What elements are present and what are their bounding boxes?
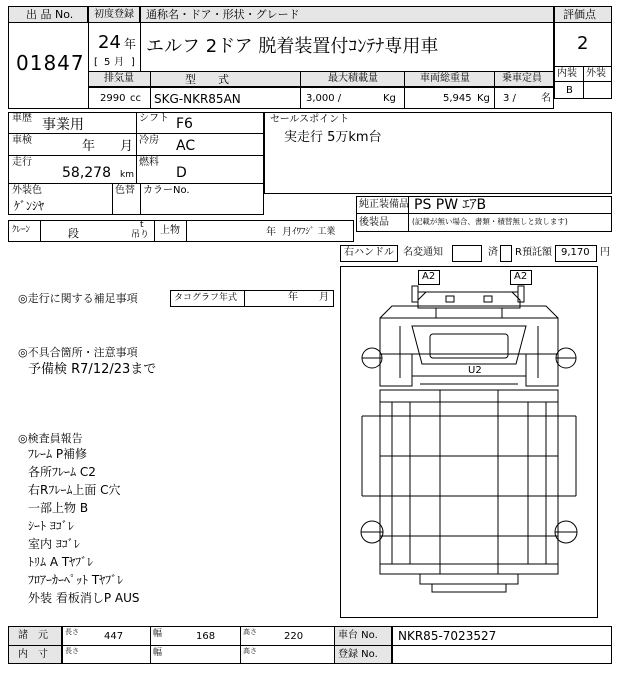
handle-type: 右ハンドル (344, 247, 394, 258)
displacement-unit: cc (130, 93, 141, 104)
fuel-label: 燃料 (139, 157, 159, 168)
upper-body-year-unit: 年 (266, 227, 276, 238)
width: 168 (196, 631, 216, 642)
supplement-label: ◎走行に関する補足事項 (18, 292, 138, 305)
length-label: 長さ (65, 628, 79, 636)
inspector-line: 右Rﾌﾚｰﾑ上面 C穴 (28, 483, 121, 497)
name-change-label: 名変通知 (403, 247, 443, 258)
inspector-line: ﾄﾘﾑ A Tﾔﾌﾞﾚ (28, 555, 94, 569)
inspector-line: ﾌﾚｰﾑ P補修 (28, 447, 88, 461)
model: SKG-NKR85AN (154, 92, 241, 106)
vehicle-name: エルフ 2ドア 脱着装置付ｺﾝﾃﾅ専用車 (146, 36, 439, 57)
dims-label: 諸 元 (18, 630, 48, 641)
interior-grade-label: 内装 (557, 68, 577, 79)
color-change-label: 色替 (115, 185, 135, 196)
tacho-label: タコグラフ年式 (174, 293, 238, 303)
history-label: 車歴 (12, 113, 32, 124)
inspection-year-unit: 年 (82, 139, 96, 154)
grade-label: 評価点 (563, 8, 596, 21)
inspector-line: 一部上物 B (28, 501, 89, 515)
genuine-equipment: PS PW ｴｱB (414, 197, 487, 213)
inspector-line: ｼｰﾄ ﾖｺﾞﾚ (28, 519, 74, 533)
max-load: 3,000 / (306, 93, 342, 104)
crane-ton-unit: t (140, 220, 144, 230)
aftermarket-note: (記載が無い場合、書類・積替無しと致します) (412, 217, 568, 226)
inspection-month-unit: 月 (120, 139, 134, 154)
reg-month: 5 (104, 57, 111, 68)
powergate-label: ｲﾜﾌｼﾞ 工業 (292, 227, 336, 237)
ac: AC (176, 138, 196, 154)
crane-stage-unit: 段 (68, 227, 79, 240)
damage-mark: U2 (468, 365, 482, 376)
fuel: D (176, 165, 187, 181)
recycle-check-box (500, 245, 512, 262)
defect-line: 予備検 R7/12/23まで (28, 362, 157, 377)
upper-body-month-unit: 月 (282, 227, 292, 238)
reg-year-unit: 年 (124, 37, 137, 51)
crane-lift-label: 吊り (131, 230, 150, 240)
upper-body-label: 上物 (160, 225, 180, 236)
length: 447 (104, 631, 124, 642)
name-change-box (452, 245, 482, 262)
lot-number: 01847 (16, 51, 85, 75)
inspector-line: 外装 看板消しP AUS (28, 591, 140, 605)
exterior-grade-label: 外装 (586, 68, 606, 79)
ac-label: 冷房 (139, 135, 159, 146)
inner-height-label: 高さ (243, 647, 257, 655)
genuine-equipment-label: 純正装備品 (359, 199, 409, 210)
recycle-amount: 9,170 (561, 247, 590, 258)
gross-weight-label: 車両総重量 (420, 73, 470, 84)
inner-dims-label: 内 寸 (18, 649, 48, 660)
shift-label: シフト (139, 113, 169, 124)
mileage-label: 走行 (12, 157, 32, 168)
reg-year: 24 (98, 32, 121, 53)
recycle-label: R預託額 (515, 247, 552, 258)
gross-weight-unit: Kg (477, 93, 490, 104)
max-load-unit: Kg (383, 93, 396, 104)
reg-month-unit: 月 (114, 57, 124, 68)
displacement: 2990 (100, 93, 126, 104)
chassis-label: 車台 No. (338, 630, 378, 641)
name-label: 通称名・ドア・形状・グレード (146, 8, 300, 21)
height-label: 高さ (243, 628, 257, 636)
inspector-label: ◎検査員報告 (18, 432, 83, 445)
interior-grade: B (566, 85, 573, 96)
lot-label: 出 品 No. (26, 8, 74, 21)
damage-mark: A2 (514, 271, 528, 282)
history: 事業用 (42, 117, 84, 133)
damage-mark: A2 (422, 271, 436, 282)
inspector-line: ﾌﾛｱｰｶｰﾍﾟｯﾄ Tﾔﾌﾞﾚ (28, 573, 124, 587)
aftermarket-label: 後装品 (359, 217, 389, 228)
mileage-unit: km (120, 170, 134, 180)
inspector-line: 室内 ﾖｺﾞﾚ (28, 537, 80, 551)
height: 220 (284, 631, 304, 642)
capacity-unit: 名 (541, 93, 551, 104)
chassis-number: NKR85-7023527 (398, 629, 497, 643)
overall-grade: 2 (577, 33, 589, 54)
sales-point-label: セールスポイント (270, 114, 350, 125)
tacho-month-unit: 月 (319, 292, 329, 303)
capacity: 3 / (503, 93, 516, 104)
crane-label: ｸﾚｰﾝ (12, 225, 31, 235)
inspection-label: 車検 (12, 135, 32, 146)
first-reg-label: 初度登録 (94, 9, 134, 20)
truck-outline-diagram (340, 266, 598, 618)
model-label: 型 式 (185, 73, 229, 86)
color-no-label: カラーNo. (143, 185, 190, 196)
recycle-prefix: 済 (488, 247, 498, 258)
inspector-line: 各所ﾌﾚｰﾑ C2 (28, 465, 96, 479)
recycle-unit: 円 (600, 247, 610, 258)
gross-weight: 5,945 (443, 93, 472, 104)
capacity-label: 乗車定員 (502, 73, 542, 84)
max-load-label: 最大積載量 (328, 73, 378, 84)
inner-width-label: 幅 (153, 648, 163, 658)
width-label: 幅 (153, 629, 163, 639)
sales-point-text: 実走行 5万km台 (284, 130, 382, 145)
spec-label-row (88, 71, 554, 87)
tacho-year-unit: 年 (288, 292, 298, 303)
exterior-color: ｹﾞﾝｼﾔ (14, 199, 45, 213)
displacement-label: 排気量 (104, 73, 134, 84)
mileage: 58,278 (62, 165, 111, 181)
exterior-color-label: 外装色 (12, 185, 42, 196)
registration-label: 登録 No. (338, 649, 378, 660)
shift: F6 (176, 116, 193, 132)
inner-length-label: 長さ (65, 647, 79, 655)
defects-label: ◎不具合箇所・注意事項 (18, 346, 138, 359)
